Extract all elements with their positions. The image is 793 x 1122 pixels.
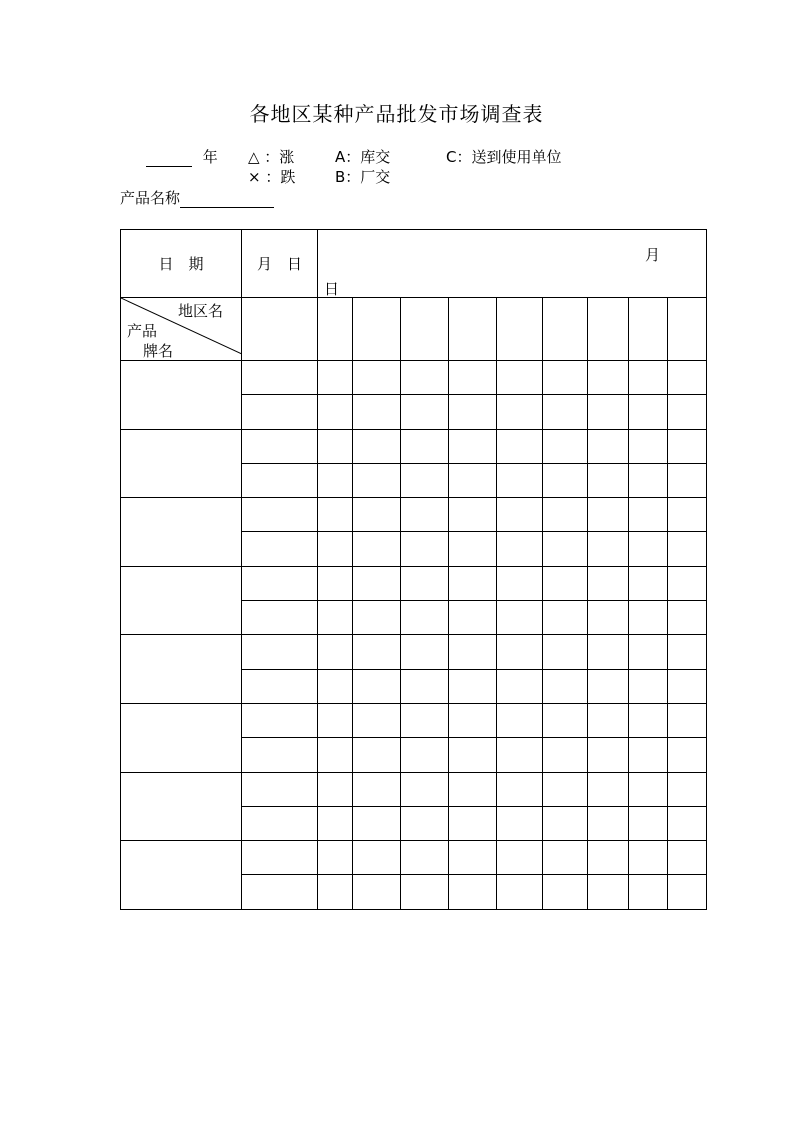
data-cell[interactable]	[449, 498, 497, 532]
product-brand-cell[interactable]	[121, 566, 242, 635]
table-row	[121, 498, 707, 532]
data-cell[interactable]	[497, 601, 543, 635]
data-cell[interactable]	[588, 463, 629, 497]
data-cell[interactable]	[497, 395, 543, 429]
data-cell[interactable]	[497, 361, 543, 395]
data-cell[interactable]	[668, 772, 707, 806]
region-name-cell[interactable]	[588, 298, 629, 361]
data-cell[interactable]	[543, 669, 588, 703]
data-cell[interactable]	[497, 806, 543, 840]
data-cell[interactable]	[449, 806, 497, 840]
data-cell[interactable]	[497, 635, 543, 669]
data-cell[interactable]	[588, 841, 629, 875]
month-day-cell[interactable]	[242, 772, 318, 806]
data-cell[interactable]	[449, 841, 497, 875]
page-title: 各地区某种产品批发市场调查表	[249, 102, 544, 126]
data-cell[interactable]	[318, 498, 353, 532]
data-cell[interactable]	[497, 429, 543, 463]
data-cell[interactable]	[401, 772, 449, 806]
data-cell[interactable]	[588, 806, 629, 840]
data-cell[interactable]	[629, 703, 668, 737]
data-cell[interactable]	[401, 601, 449, 635]
month-day-cell[interactable]	[242, 806, 318, 840]
region-name-cell[interactable]	[353, 298, 401, 361]
year-label: 年	[202, 148, 218, 166]
month-day-cell[interactable]	[242, 738, 318, 772]
data-cell[interactable]	[401, 635, 449, 669]
product-brand-cell[interactable]	[121, 498, 242, 567]
data-cell[interactable]	[449, 601, 497, 635]
data-cell[interactable]	[353, 395, 401, 429]
data-cell[interactable]	[629, 601, 668, 635]
data-cell[interactable]	[543, 875, 588, 909]
data-cell[interactable]	[543, 566, 588, 600]
data-cell[interactable]	[353, 498, 401, 532]
data-cell[interactable]	[318, 566, 353, 600]
product-brand-cell[interactable]	[121, 635, 242, 704]
data-cell[interactable]	[629, 635, 668, 669]
data-cell[interactable]	[497, 772, 543, 806]
data-cell[interactable]	[497, 669, 543, 703]
data-cell[interactable]	[353, 669, 401, 703]
diagonal-header-cell	[121, 298, 242, 361]
year-field	[146, 146, 218, 167]
data-cell[interactable]	[449, 635, 497, 669]
data-cell[interactable]	[543, 841, 588, 875]
table-row	[121, 703, 707, 737]
region-name-cell[interactable]	[629, 298, 668, 361]
data-cell[interactable]	[668, 669, 707, 703]
product-brand-cell[interactable]	[121, 429, 242, 498]
data-cell[interactable]	[318, 772, 353, 806]
region-name-cell[interactable]	[449, 298, 497, 361]
legend-rise: △ ：涨	[248, 148, 295, 166]
data-cell[interactable]	[353, 429, 401, 463]
data-cell[interactable]	[588, 738, 629, 772]
month-day-span	[318, 230, 707, 298]
data-cell[interactable]	[401, 738, 449, 772]
table-row	[121, 772, 707, 806]
data-cell[interactable]	[668, 463, 707, 497]
data-cell[interactable]	[497, 566, 543, 600]
data-cell[interactable]	[318, 841, 353, 875]
data-cell[interactable]	[668, 498, 707, 532]
year-blank[interactable]	[146, 166, 192, 167]
day-label: 日	[324, 280, 340, 298]
legend-b: B：厂交	[335, 168, 391, 186]
table-row	[121, 841, 707, 875]
data-cell[interactable]	[401, 806, 449, 840]
data-cell[interactable]	[668, 841, 707, 875]
data-cell[interactable]	[353, 532, 401, 566]
data-cell[interactable]	[353, 463, 401, 497]
data-cell[interactable]	[629, 395, 668, 429]
data-cell[interactable]	[543, 395, 588, 429]
data-cell[interactable]	[318, 463, 353, 497]
product-brand-cell[interactable]	[121, 361, 242, 430]
data-cell[interactable]	[401, 395, 449, 429]
data-cell[interactable]	[629, 566, 668, 600]
month-day-cell[interactable]	[242, 635, 318, 669]
month-day-cell[interactable]	[242, 532, 318, 566]
data-cell[interactable]	[588, 429, 629, 463]
data-cell[interactable]	[353, 841, 401, 875]
data-cell[interactable]	[449, 566, 497, 600]
data-cell[interactable]	[629, 841, 668, 875]
data-cell[interactable]	[543, 532, 588, 566]
region-name-cell[interactable]	[401, 298, 449, 361]
data-cell[interactable]	[543, 361, 588, 395]
product-name-blank[interactable]	[180, 207, 274, 208]
data-cell[interactable]	[543, 738, 588, 772]
data-cell[interactable]	[543, 429, 588, 463]
data-cell[interactable]	[318, 395, 353, 429]
data-cell[interactable]	[588, 635, 629, 669]
data-cell[interactable]	[353, 806, 401, 840]
data-cell[interactable]	[543, 806, 588, 840]
data-cell[interactable]	[401, 429, 449, 463]
data-cell[interactable]	[353, 738, 401, 772]
region-label: 地区名	[177, 302, 223, 320]
data-cell[interactable]	[353, 566, 401, 600]
data-cell[interactable]	[449, 395, 497, 429]
data-cell[interactable]	[318, 806, 353, 840]
data-cell[interactable]	[588, 361, 629, 395]
data-cell[interactable]	[497, 463, 543, 497]
data-cell[interactable]	[449, 703, 497, 737]
data-cell[interactable]	[318, 361, 353, 395]
table-row	[121, 361, 707, 395]
data-cell[interactable]	[318, 738, 353, 772]
data-cell[interactable]	[449, 463, 497, 497]
data-cell[interactable]	[449, 772, 497, 806]
legend-fall: × ：跌	[248, 168, 296, 186]
data-cell[interactable]	[401, 703, 449, 737]
month-label: 月	[645, 246, 661, 264]
legend-c: C：送到使用单位	[446, 148, 562, 166]
data-cell[interactable]	[318, 703, 353, 737]
data-cell[interactable]	[449, 429, 497, 463]
data-cell[interactable]	[588, 566, 629, 600]
data-cell[interactable]	[629, 498, 668, 532]
table-row	[121, 429, 707, 463]
data-cell[interactable]	[629, 532, 668, 566]
data-cell[interactable]	[543, 635, 588, 669]
month-day-cell[interactable]	[242, 566, 318, 600]
data-cell[interactable]	[401, 532, 449, 566]
month-day-cell[interactable]	[242, 395, 318, 429]
data-cell[interactable]	[588, 395, 629, 429]
data-cell[interactable]	[629, 772, 668, 806]
data-cell[interactable]	[668, 806, 707, 840]
table-row	[121, 635, 707, 669]
legend-a: A：库交	[335, 148, 391, 166]
data-cell[interactable]	[449, 361, 497, 395]
region-name-cell[interactable]	[318, 298, 353, 361]
data-cell[interactable]	[588, 875, 629, 909]
data-cell[interactable]	[401, 361, 449, 395]
brand-label: 牌名	[143, 342, 174, 360]
data-cell[interactable]	[668, 738, 707, 772]
region-name-cell[interactable]	[242, 298, 318, 361]
data-cell[interactable]	[497, 532, 543, 566]
month-day-cell[interactable]	[242, 601, 318, 635]
data-cell[interactable]	[497, 841, 543, 875]
data-cell[interactable]	[668, 429, 707, 463]
region-header-row	[121, 298, 707, 361]
data-cell[interactable]	[543, 498, 588, 532]
product-label: 产品	[127, 322, 158, 340]
data-cell[interactable]	[449, 669, 497, 703]
data-cell[interactable]	[629, 875, 668, 909]
data-cell[interactable]	[543, 601, 588, 635]
data-cell[interactable]	[588, 601, 629, 635]
product-brand-cell[interactable]	[121, 841, 242, 910]
data-cell[interactable]	[318, 532, 353, 566]
data-cell[interactable]	[668, 601, 707, 635]
region-name-cell[interactable]	[543, 298, 588, 361]
data-cell[interactable]	[629, 669, 668, 703]
data-cell[interactable]	[588, 498, 629, 532]
product-brand-cell[interactable]	[121, 703, 242, 772]
data-cell[interactable]	[353, 772, 401, 806]
month-day-cell[interactable]	[242, 841, 318, 875]
data-cell[interactable]	[449, 738, 497, 772]
data-cell[interactable]	[497, 498, 543, 532]
data-cell[interactable]	[588, 703, 629, 737]
data-cell[interactable]	[629, 361, 668, 395]
data-cell[interactable]	[668, 566, 707, 600]
product-name-field	[120, 187, 274, 208]
data-cell[interactable]	[588, 532, 629, 566]
data-cell[interactable]	[401, 498, 449, 532]
data-cell[interactable]	[629, 806, 668, 840]
month-day-cell[interactable]	[242, 669, 318, 703]
product-name-label: 产品名称	[120, 189, 181, 207]
data-cell[interactable]	[401, 841, 449, 875]
data-cell[interactable]	[318, 429, 353, 463]
data-cell[interactable]	[543, 772, 588, 806]
region-name-cell[interactable]	[497, 298, 543, 361]
data-cell[interactable]	[353, 703, 401, 737]
data-cell[interactable]	[353, 361, 401, 395]
data-cell[interactable]	[668, 395, 707, 429]
month-day-cell[interactable]	[242, 463, 318, 497]
data-cell[interactable]	[543, 463, 588, 497]
data-cell[interactable]	[629, 463, 668, 497]
month-day-cell[interactable]	[242, 498, 318, 532]
data-cell[interactable]	[668, 532, 707, 566]
product-brand-cell[interactable]	[121, 772, 242, 841]
data-cell[interactable]	[401, 875, 449, 909]
survey-table	[120, 229, 707, 910]
data-cell[interactable]	[668, 703, 707, 737]
data-cell[interactable]	[318, 669, 353, 703]
data-cell[interactable]	[497, 875, 543, 909]
data-cell[interactable]	[449, 532, 497, 566]
data-cell[interactable]	[588, 772, 629, 806]
date-header: 日 期	[121, 230, 242, 298]
data-cell[interactable]	[668, 361, 707, 395]
data-cell[interactable]	[668, 635, 707, 669]
data-cell[interactable]	[588, 669, 629, 703]
data-cell[interactable]	[353, 601, 401, 635]
data-cell[interactable]	[449, 875, 497, 909]
month-day-cell[interactable]	[242, 361, 318, 395]
data-cell[interactable]	[318, 875, 353, 909]
data-cell[interactable]	[401, 566, 449, 600]
data-cell[interactable]	[401, 669, 449, 703]
month-day-cell[interactable]	[242, 703, 318, 737]
month-day-header: 月 日	[242, 230, 318, 298]
table-row	[121, 566, 707, 600]
data-cell[interactable]	[353, 875, 401, 909]
data-cell[interactable]	[401, 463, 449, 497]
data-cell[interactable]	[668, 875, 707, 909]
data-cell[interactable]	[497, 738, 543, 772]
data-cell[interactable]	[543, 703, 588, 737]
data-cell[interactable]	[497, 703, 543, 737]
data-cell[interactable]	[318, 601, 353, 635]
data-cell[interactable]	[353, 635, 401, 669]
month-day-cell[interactable]	[242, 429, 318, 463]
month-day-cell[interactable]	[242, 875, 318, 909]
data-cell[interactable]	[629, 429, 668, 463]
data-cell[interactable]	[629, 738, 668, 772]
data-cell[interactable]	[318, 635, 353, 669]
region-name-cell[interactable]	[668, 298, 707, 361]
